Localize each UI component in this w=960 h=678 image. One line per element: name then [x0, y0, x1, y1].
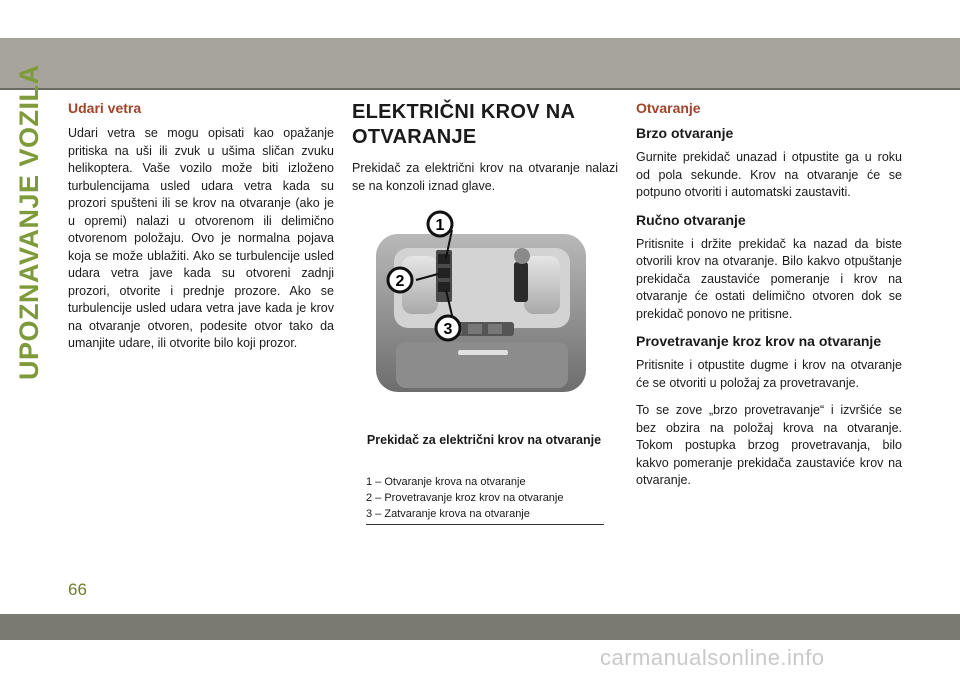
figure-legend: [366, 474, 604, 522]
sensor-dot: [514, 248, 530, 264]
paragraph-brzo-provetravanje: To se zove „brzo provetravanje“ i izvršiće se bez obzira na položaj krova na otvaranje. Tokom postupka brzog provetravanja, bilo kakvo pomeranje prekidača zaustaviće krov na otvaranje.: [636, 403, 902, 487]
paragraph-provetravanje: Pritisnite i otpustite dugme i krov na otvaranje će se otvoriti u položaj za provetravanje.: [636, 358, 902, 390]
switch-vent-key: [438, 268, 450, 278]
paragraph-brzo-otvaranje: Gurnite prekidač unazad i otpustite ga u roku od pola sekunde. Krov na otvaranje će se potpuno otvoriti i automatski zaustaviti.: [636, 150, 902, 199]
switch-close-key: [438, 282, 450, 292]
legend-rule: [366, 524, 604, 525]
figure-caption: Prekidač za električni krov na otvaranje: [366, 433, 602, 447]
bin-handle: [458, 350, 508, 355]
subheading-rucno-otvaranje: Ručno otvaranje: [636, 211, 746, 228]
paragraph-udari-vetra: Udari vetra se mogu opisati kao opažanje pritiska na uši ili zvuk u ušima sličan zvuku helikoptera. Vaše vozilo može biti izloženo turbulencijama usled udara vetra kada su prozori spušteni ili se krov na otvaranje (ako je u opremi) nalazi u otvorenom ili delimično otvorenom položaju. Ovo je normalna pojava koja se može ublažiti. Ako se turbulencije usled udara vetra jave kada su otvoreni zadnji prozori, otvorite i prednje prozore. Ako se turbulencije usled udara vetra jave kada je krov na otvaranje otvoren, podesite otvor tako da umanjite udare, ili otvorite bilo koji prozor.: [68, 126, 334, 350]
callout-2: [388, 268, 412, 292]
heading-otvaranje: Otvaranje: [636, 100, 701, 116]
sunglass-bin: [396, 342, 568, 388]
svg-text:2: 2: [395, 273, 405, 290]
side-section-label: UPOZNAVANJE VOZILA: [14, 64, 44, 380]
callout-3: [436, 316, 460, 340]
footer-band: [0, 614, 960, 640]
section-title: ELEKTRIČNI KROV NA OTVARANJE: [352, 101, 575, 148]
heading-udari-vetra: Udari vetra: [68, 100, 142, 116]
svg-text:3: 3: [443, 321, 453, 338]
console-btn-b: [468, 324, 482, 334]
console-btn-c: [488, 324, 502, 334]
console-svg: [372, 204, 606, 394]
column-left: [68, 100, 334, 363]
garage-button: [514, 262, 528, 302]
overhead-console-illustration: [372, 204, 606, 394]
right-lamp-lens: [524, 256, 560, 314]
switch-open-key: [438, 254, 450, 264]
callout-1: [428, 212, 452, 236]
legend-item: 1 – Otvaranje krova na otvaranje: [366, 476, 526, 488]
legend-item: 2 – Provetravanje kroz krov na otvaranje: [366, 492, 564, 504]
svg-text:1: 1: [435, 217, 445, 234]
page-number: 66: [68, 580, 87, 599]
paragraph-rucno-otvaranje: Pritisnite i držite prekidač ka nazad da biste otvorili krov na otvaranje. Bilo kakvo otpuštanje prekidača zaustaviće pomeranje i krov na otvaranje će ostati delimično otvoren dok se prekidač ponovo ne pritisne.: [636, 236, 902, 321]
paragraph-intro: Prekidač za električni krov na otvaranje nalazi se na konzoli iznad glave.: [352, 161, 618, 193]
subheading-brzo-otvaranje: Brzo otvaranje: [636, 125, 734, 141]
header-rule: [0, 88, 960, 90]
column-middle: [352, 100, 618, 205]
column-right: [636, 100, 902, 500]
subheading-provetravanje: Provetravanje kroz krov na otvaranje: [636, 333, 882, 349]
legend-item: 3 – Zatvaranje krova na otvaranje: [366, 508, 530, 520]
watermark-text: carmanualsonline.info: [600, 645, 825, 670]
header-band: [0, 38, 960, 88]
